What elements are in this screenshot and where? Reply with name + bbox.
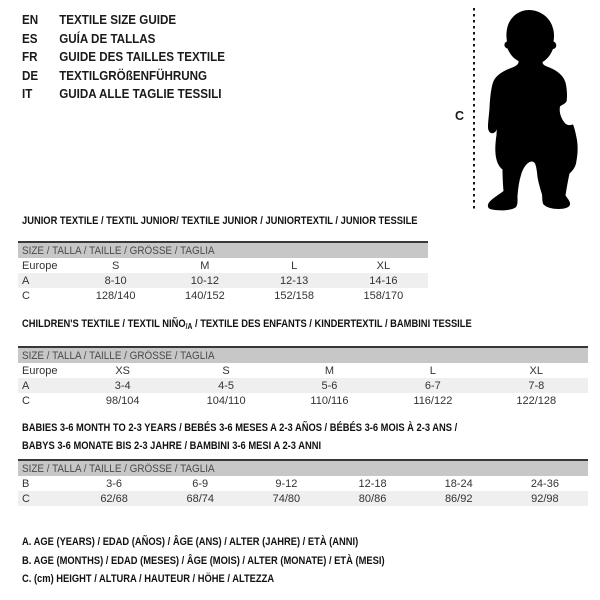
footnote-b: B. AGE (MONTHS) / EDAD (MESES) / ÂGE (MOIS) / ALTER (MONATE) / ETÀ (MESI) xyxy=(22,554,385,567)
size-header-text: SIZE / TALLA / TAILLE / GRÖSSE / TAGLIA xyxy=(22,244,215,257)
language-row-es xyxy=(22,30,225,49)
size-value-cell: 9-12 xyxy=(275,477,298,490)
size-value-cell: L xyxy=(429,364,436,377)
table-row xyxy=(18,363,588,378)
size-value-cell: 5-6 xyxy=(278,378,381,393)
language-row-fr xyxy=(22,48,225,67)
size-value-cell: M xyxy=(200,259,210,272)
size-value-cell: 68/74 xyxy=(157,491,243,506)
size-value-cell: S xyxy=(222,364,230,377)
language-title: GUIDA ALLE TAGLIE TESSILI xyxy=(59,87,222,102)
table-row xyxy=(18,258,428,273)
table-row xyxy=(18,378,588,393)
size-header-cell xyxy=(18,242,428,258)
table-row xyxy=(18,288,428,303)
size-header-text: SIZE / TALLA / TAILLE / GRÖSSE / TAGLIA xyxy=(22,349,215,362)
children-title-sub: /A xyxy=(185,322,193,331)
size-value-cell: 86/92 xyxy=(416,491,502,506)
row-label-cell: A xyxy=(18,378,71,393)
language-code: EN xyxy=(22,13,39,28)
size-value-cell: 122/128 xyxy=(516,394,557,407)
size-header-row xyxy=(18,347,588,363)
size-value-cell: 14-16 xyxy=(339,273,428,288)
size-header-row xyxy=(18,242,428,258)
row-label-cell: C xyxy=(22,289,30,302)
size-value-cell: XL xyxy=(529,364,544,377)
row-label-cell: C xyxy=(18,491,71,506)
size-value-cell: 18-24 xyxy=(444,477,473,490)
footnotes xyxy=(22,533,449,589)
size-value-cell: 74/80 xyxy=(243,491,329,506)
row-label-cell: C xyxy=(22,394,30,407)
size-value-cell: M xyxy=(324,364,335,377)
size-value-cell: 12-13 xyxy=(250,273,339,288)
size-value-cell: 92/98 xyxy=(502,491,588,506)
size-value-cell: XS xyxy=(115,364,131,377)
language-code: IT xyxy=(22,87,33,102)
size-value-cell: 98/104 xyxy=(105,394,140,407)
babies-title-line-2: BABYS 3-6 MONATE BIS 2-3 JAHRE / BAMBINI 3-6 MESI A 2-3 ANNI xyxy=(22,440,322,452)
language-title: TEXTILGRÖßENFÜHRUNG xyxy=(59,68,208,83)
size-header-row xyxy=(18,460,588,476)
size-value-cell: XL xyxy=(376,259,391,272)
table-row xyxy=(18,476,588,491)
children-title-pre: CHILDREN'S TEXTILE / TEXTIL NIÑO xyxy=(22,318,186,330)
size-value-cell: 7-8 xyxy=(485,378,588,393)
row-label-cell: B xyxy=(22,477,30,490)
language-code: ES xyxy=(22,31,38,46)
size-value-cell: 110/116 xyxy=(310,394,349,407)
size-value-cell: 128/140 xyxy=(95,289,136,302)
size-value-cell: 104/110 xyxy=(206,394,246,407)
junior-size-table xyxy=(18,241,428,303)
size-value-cell: 140/152 xyxy=(184,289,225,302)
table-row xyxy=(18,393,588,408)
table-row xyxy=(18,491,588,506)
size-value-cell: 12-18 xyxy=(358,477,387,490)
language-code: FR xyxy=(22,50,38,65)
row-label-cell: Europe xyxy=(22,259,58,272)
size-value-cell: L xyxy=(291,259,298,272)
children-table-title xyxy=(22,315,472,336)
footnote-a: A. AGE (YEARS) / EDAD (AÑOS) / ÂGE (ANS) / ALTER (JAHRE) / ETÀ (ANNI) xyxy=(22,536,359,548)
size-value-cell: 62/68 xyxy=(71,491,157,506)
size-value-cell: 116/122 xyxy=(413,394,453,407)
height-figure xyxy=(450,6,598,214)
footnote-c: C. (cm) HEIGHT / ALTURA / HAUTEUR / HÖHE / ALTEZZA xyxy=(22,573,275,585)
babies-title-line-1: BABIES 3-6 MONTH TO 2-3 YEARS / BEBÉS 3-6 MESES A 2-3 AÑOS / BÉBÉS 3-6 MOIS À 2-3 ANS / xyxy=(22,422,458,434)
language-row-it xyxy=(22,85,225,104)
toddler-silhouette-icon xyxy=(486,8,592,214)
row-label-cell: Europe xyxy=(22,364,58,377)
size-header-cell xyxy=(18,460,588,476)
height-measure-label: C xyxy=(455,109,465,123)
size-value-cell: 24-36 xyxy=(530,477,559,490)
children-size-table xyxy=(18,346,588,408)
size-value-cell: 10-12 xyxy=(160,273,249,288)
row-label-cell: A xyxy=(18,273,71,288)
children-title-post: / TEXTILE DES ENFANTS / KINDERTEXTIL / BAMBINI TESSILE xyxy=(192,318,472,330)
table-row xyxy=(18,273,428,288)
size-value-cell: 152/158 xyxy=(274,289,314,302)
language-row-de xyxy=(22,67,225,86)
size-value-cell: 8-10 xyxy=(71,273,160,288)
size-value-cell: 3-4 xyxy=(71,378,174,393)
language-title: GUIDE DES TAILLES TEXTILE xyxy=(59,50,225,65)
size-value-cell: 6-7 xyxy=(381,378,484,393)
size-value-cell: 80/86 xyxy=(329,491,415,506)
size-header-cell xyxy=(18,347,588,363)
height-measure-dashed-line xyxy=(473,8,475,211)
language-title: TEXTILE SIZE GUIDE xyxy=(59,13,177,28)
size-value-cell: 158/170 xyxy=(363,289,404,302)
junior-table-title: JUNIOR TEXTILE / TEXTIL JUNIOR/ TEXTILE JUNIOR / JUNIORTEXTIL / JUNIOR TESSILE xyxy=(22,215,418,227)
size-value-cell: S xyxy=(111,259,120,272)
size-header-text: SIZE / TALLA / TAILLE / GRÖSSE / TAGLIA xyxy=(22,462,215,475)
language-row-en xyxy=(22,11,225,30)
babies-size-table xyxy=(18,459,588,506)
size-value-cell: 4-5 xyxy=(174,378,277,393)
size-value-cell: 6-9 xyxy=(192,477,209,490)
size-value-cell: 3-6 xyxy=(106,477,123,490)
language-code: DE xyxy=(22,68,39,83)
babies-table-title xyxy=(22,419,457,455)
language-list xyxy=(22,11,240,104)
language-title: GUÍA DE TALLAS xyxy=(59,31,156,46)
